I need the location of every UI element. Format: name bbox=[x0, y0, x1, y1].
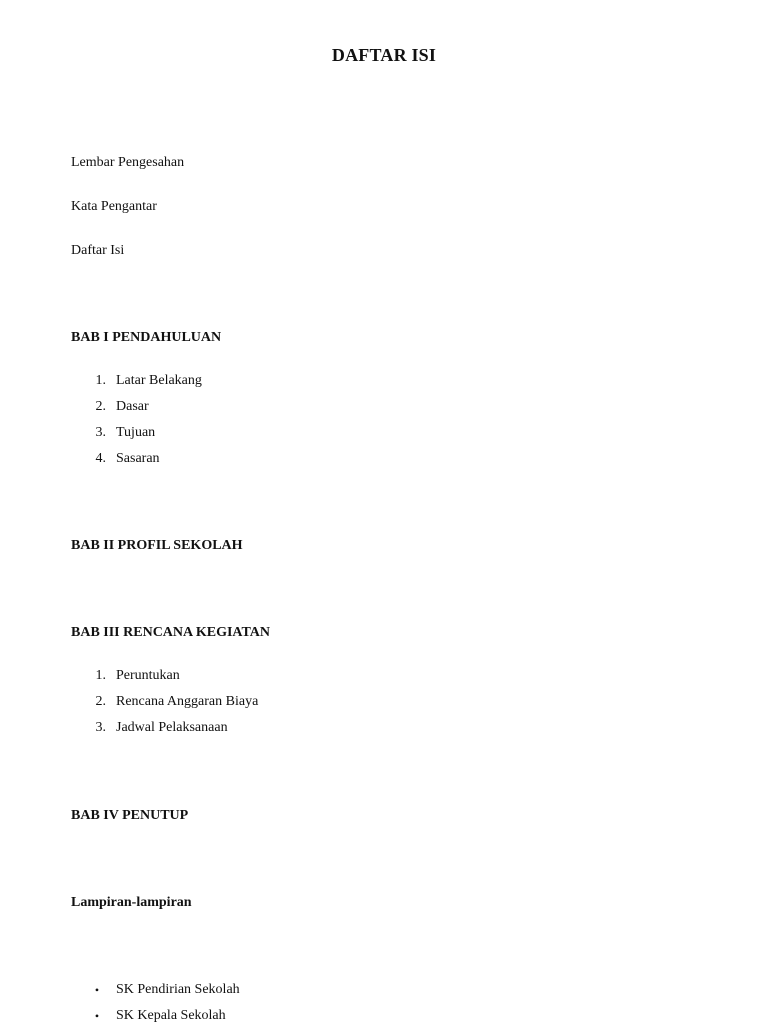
chapter-heading-bab-1: BAB I PENDAHULUAN bbox=[71, 330, 222, 345]
chapter-heading-bab-3: BAB III RENCANA KEGIATAN bbox=[71, 625, 271, 640]
chapter-heading-bab-2: BAB II PROFIL SEKOLAH bbox=[71, 538, 243, 553]
list-number: 4. bbox=[95, 451, 106, 466]
list-number: 2. bbox=[95, 694, 106, 709]
appendix-heading: Lampiran-lampiran bbox=[71, 895, 192, 910]
list-number: 3. bbox=[95, 425, 106, 440]
toc-entry-daftar-isi: Daftar Isi bbox=[71, 243, 125, 258]
toc-entry-lembar-pengesahan: Lembar Pengesahan bbox=[71, 155, 185, 170]
list-number: 2. bbox=[95, 399, 106, 414]
list-text: SK Kepala Sekolah bbox=[116, 1008, 226, 1023]
list-text: Sasaran bbox=[116, 451, 160, 466]
list-text: SK Pendirian Sekolah bbox=[116, 982, 240, 997]
chapter-heading-bab-4: BAB IV PENUTUP bbox=[71, 808, 189, 823]
bullet-icon: • bbox=[94, 1009, 100, 1023]
page-title: DAFTAR ISI bbox=[331, 45, 437, 65]
list-text: Rencana Anggaran Biaya bbox=[116, 694, 259, 709]
list-text: Dasar bbox=[116, 399, 149, 414]
bullet-icon: • bbox=[94, 983, 100, 997]
toc-entry-kata-pengantar: Kata Pengantar bbox=[71, 199, 157, 214]
list-text: Peruntukan bbox=[116, 668, 180, 683]
list-number: 1. bbox=[95, 373, 106, 388]
list-text: Tujuan bbox=[116, 425, 156, 440]
list-text: Latar Belakang bbox=[116, 373, 202, 388]
list-number: 3. bbox=[95, 720, 106, 735]
list-text: Jadwal Pelaksanaan bbox=[116, 720, 228, 735]
list-number: 1. bbox=[95, 668, 106, 683]
